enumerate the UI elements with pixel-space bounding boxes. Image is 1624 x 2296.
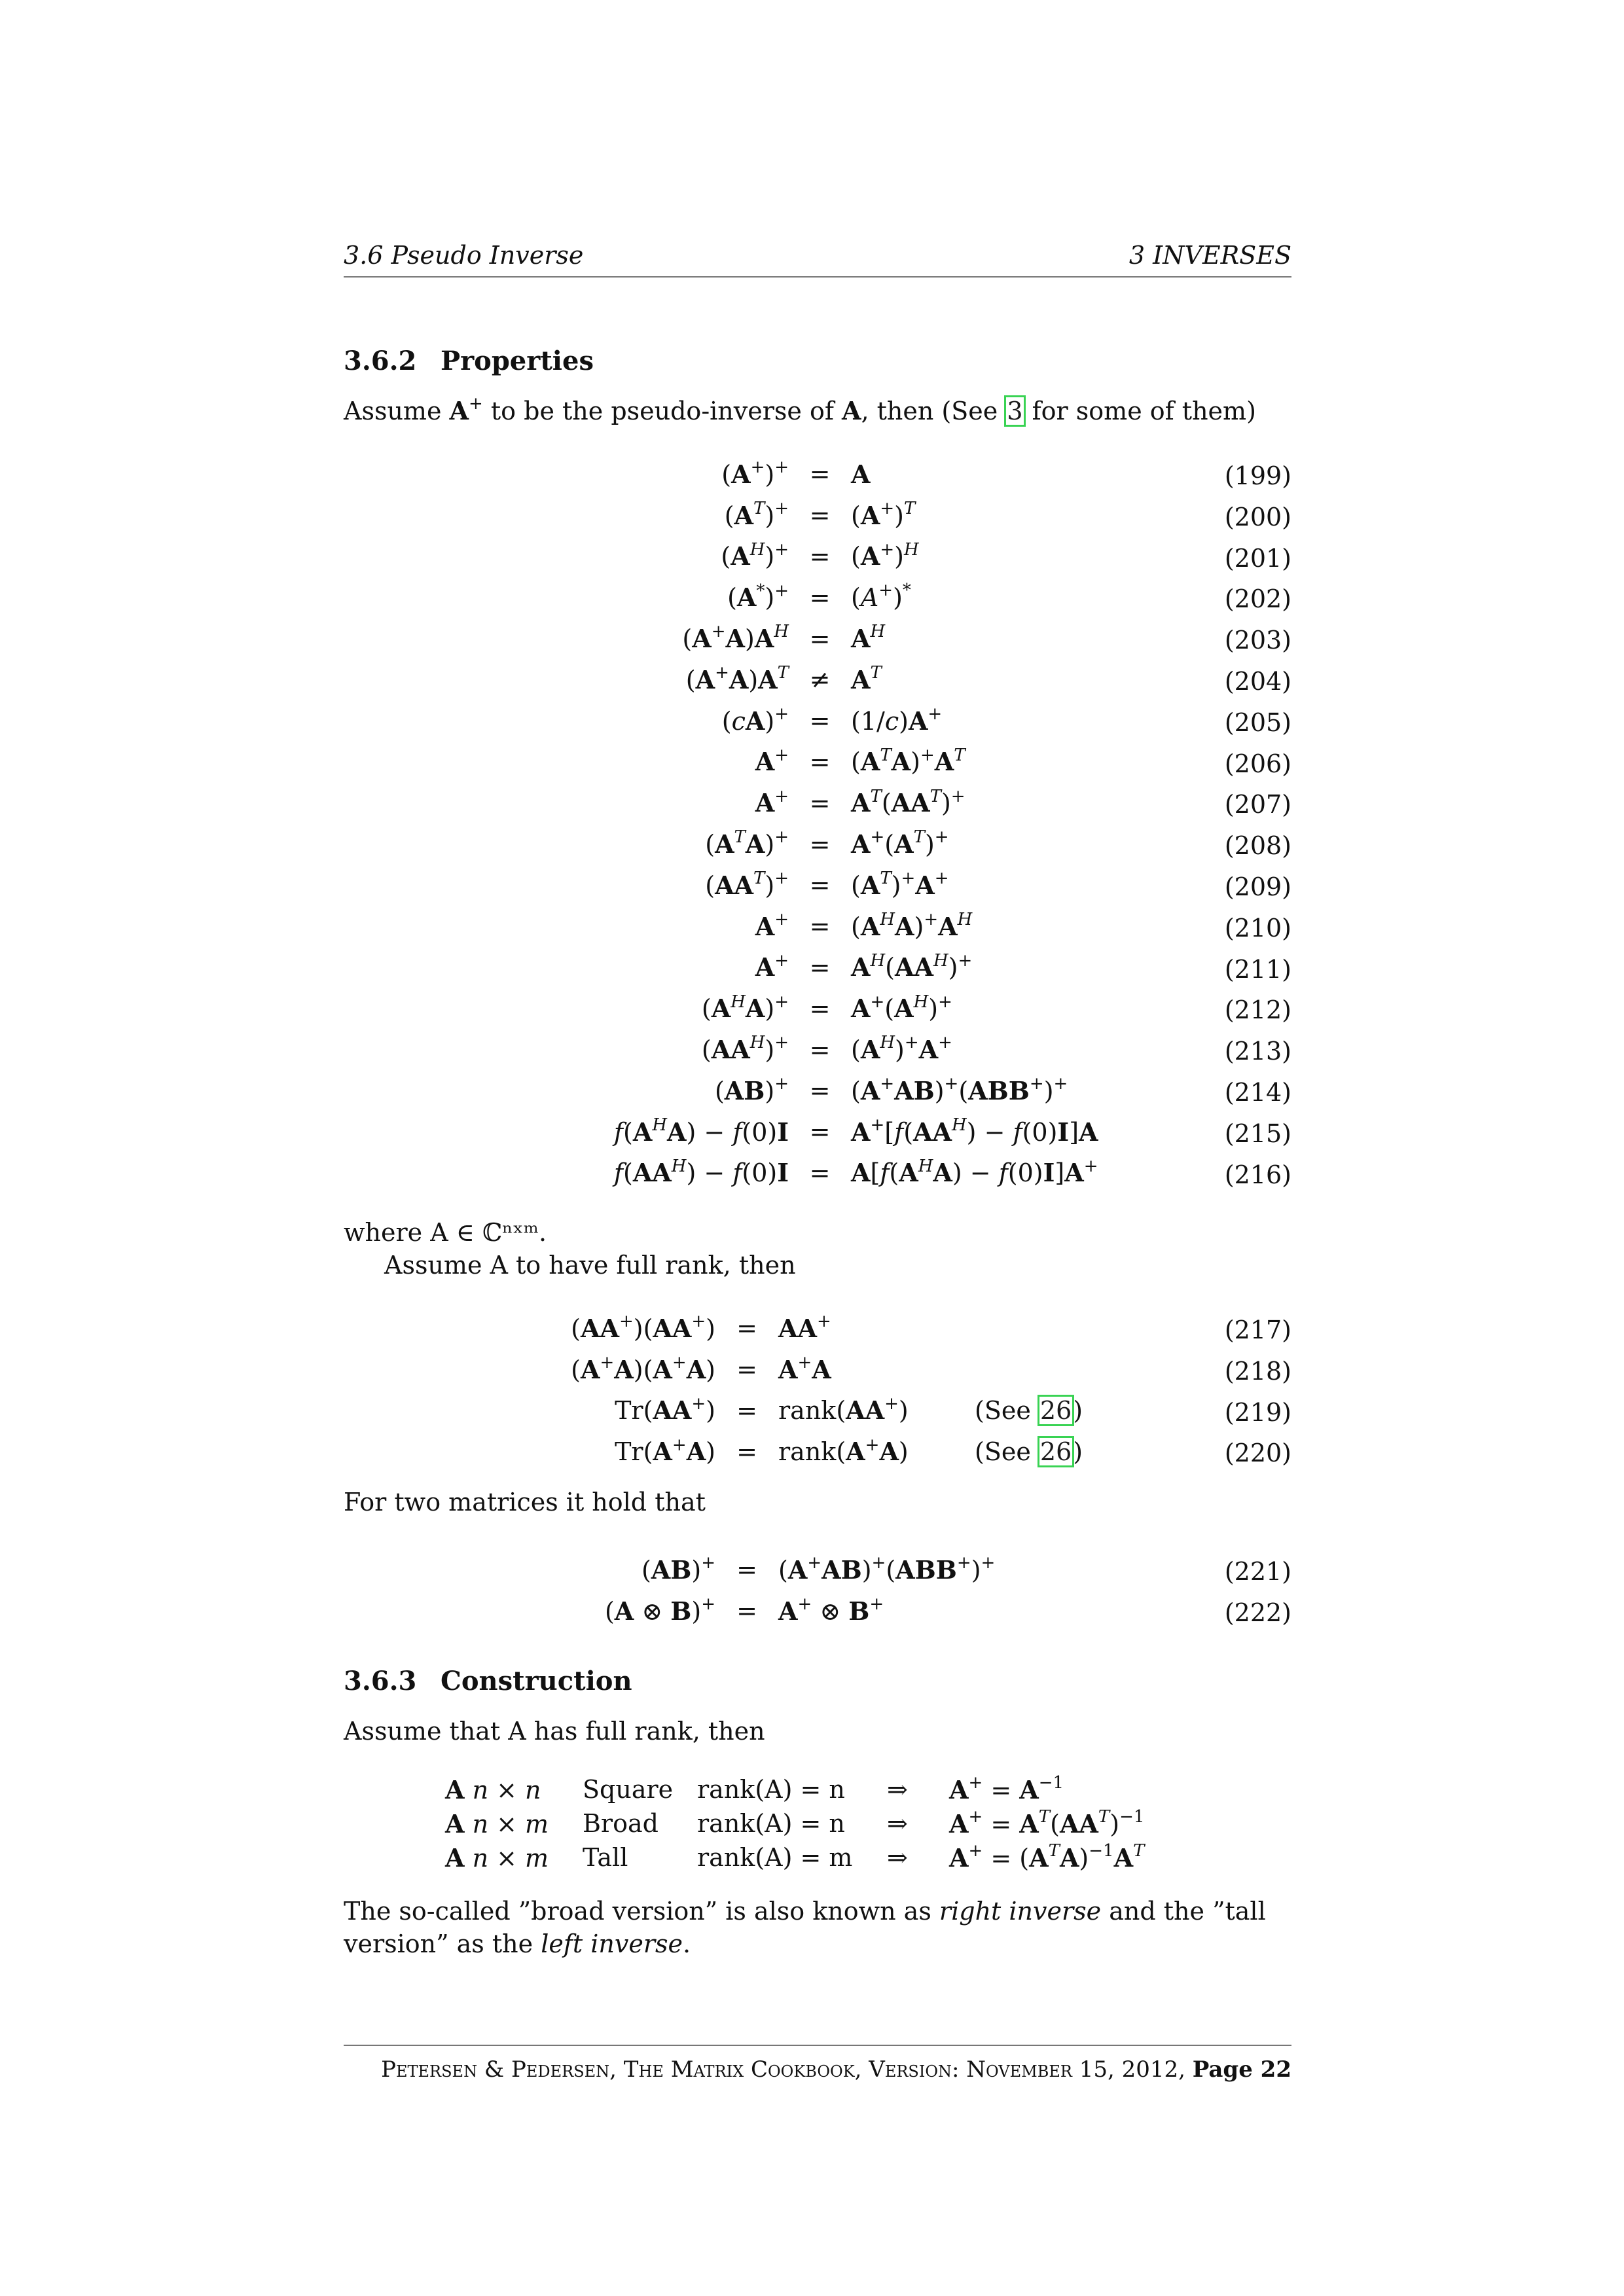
- construction-table: [445, 1772, 1244, 1874]
- equation-number: (213): [1224, 1037, 1291, 1066]
- citation-link[interactable]: 3: [1007, 397, 1023, 425]
- header-chapter: 3 INVERSES: [1128, 241, 1291, 270]
- equation-number: (202): [1224, 584, 1291, 614]
- equation-number: (222): [1224, 1598, 1291, 1627]
- equation-number: (217): [1224, 1316, 1291, 1344]
- equation-number: (212): [1224, 996, 1291, 1025]
- equation-number: (201): [1224, 543, 1291, 573]
- equation-number: (199): [1224, 461, 1291, 490]
- section-heading-properties: 3.6.2 Properties: [344, 346, 594, 376]
- equation-number: (221): [1224, 1557, 1291, 1586]
- equation-number: (206): [1224, 749, 1291, 778]
- equation-number: (218): [1224, 1356, 1291, 1386]
- closing-paragraph: The so-called ”broad version” is also known as right inverse and the ”tall version” as the left inverse.: [344, 1897, 1266, 1958]
- equations-properties: (A+)+ = A $(A^T)^+$ = $(A^+)^T$ $(A^H)^+$ = $(A^+)^H$ (A*)+ = (A+)* $(A^+A)A^H$ = $A^H$ $(A^+A)A^T$ ≠ $A^T$ (cA)+ = (1/c)A+ A+ = $(A^TA)^+A^T$ A+ = $A^T(AA^T)^+$ $(A^TA)^+$ = $A^+(A^T)^+$ $(AA^T)^+$ = $(A^T)^+A^+$ A+ = $(A^HA)^+A^H$ A+ = $A^H(AA^H)^+$ $(A^HA)^+$ = $A^+(A^H)^+$ $(AA^H)^+$ = $(A^H)^+A^+$ (AB)+ = (A+AB)+(ABB+)+ $f(A^HA) - f(0)I$ = $A^+[f(AA^H) - f(0)I]A$ $f(AA^H) - f(0)I$ = $A[f(A^HA) - f(0)I]A^+$: [613, 457, 1098, 1188]
- where-clause: where A ∈ ℂⁿˣᵐ.: [344, 1218, 547, 1247]
- construction-row: A n × m Broad rank(A) = n ⇒ $A^+ = A^T(AA^T)^{-1}$: [445, 1806, 1145, 1839]
- running-header: [344, 237, 1291, 278]
- intro-paragraph: Assume A+ to be the pseudo-inverse of A, then (See 3 for some of them): [344, 394, 1256, 425]
- equation-number: (208): [1224, 831, 1291, 861]
- equations-full-rank: (AA+)(AA+) = AA+ (A+A)(A+A) = A+A Tr(AA+) = rank(AA+) (See 26) Tr(A+A) = rank(A+A) (See 26): [571, 1312, 1083, 1467]
- header-section: 3.6 Pseudo Inverse: [344, 241, 584, 270]
- equation-number: (210): [1224, 913, 1291, 942]
- construction-row: A n × n Square rank(A) = n ⇒ $A^+ = A^{-1}$: [445, 1772, 1064, 1804]
- citation-link-26[interactable]: 26: [1039, 1395, 1072, 1425]
- section-heading-construction: 3.6.3 Construction: [344, 1666, 632, 1696]
- equation-number: (211): [1224, 954, 1291, 984]
- construction-row: A n × m Tall rank(A) = m ⇒ $A^+ = (A^TA)^{-1}A^T$: [445, 1840, 1145, 1873]
- page-footer: Petersen & Pedersen, The Matrix Cookbook, Version: November 15, 2012, Page 22: [344, 2045, 1291, 2083]
- equation-number: (207): [1224, 790, 1291, 819]
- citation-link-26[interactable]: 26: [1039, 1437, 1072, 1466]
- full-rank-sentence: Assume A to have full rank, then: [384, 1251, 796, 1280]
- equation-number: (220): [1224, 1439, 1291, 1468]
- equation-number: (209): [1224, 872, 1291, 901]
- equation-number: (204): [1224, 667, 1291, 696]
- equations-two-matrices: (AB)+ = (A+AB)+(ABB+)+ (A ⊗ B)+ = A+ ⊗ B+: [604, 1553, 996, 1626]
- construction-intro: Assume that A has full rank, then: [344, 1717, 765, 1746]
- page-number: Page 22: [1192, 2056, 1291, 2083]
- equation-number: (203): [1224, 626, 1291, 655]
- equation-number: (214): [1224, 1078, 1291, 1107]
- document-page: [344, 0, 1291, 2296]
- equation-number: (216): [1224, 1160, 1291, 1189]
- equation-number: (200): [1224, 502, 1291, 531]
- two-matrices-sentence: For two matrices it hold that: [344, 1488, 706, 1516]
- equation-number: (205): [1224, 708, 1291, 737]
- equation-number: (219): [1224, 1397, 1291, 1427]
- equation-number: (215): [1224, 1119, 1291, 1148]
